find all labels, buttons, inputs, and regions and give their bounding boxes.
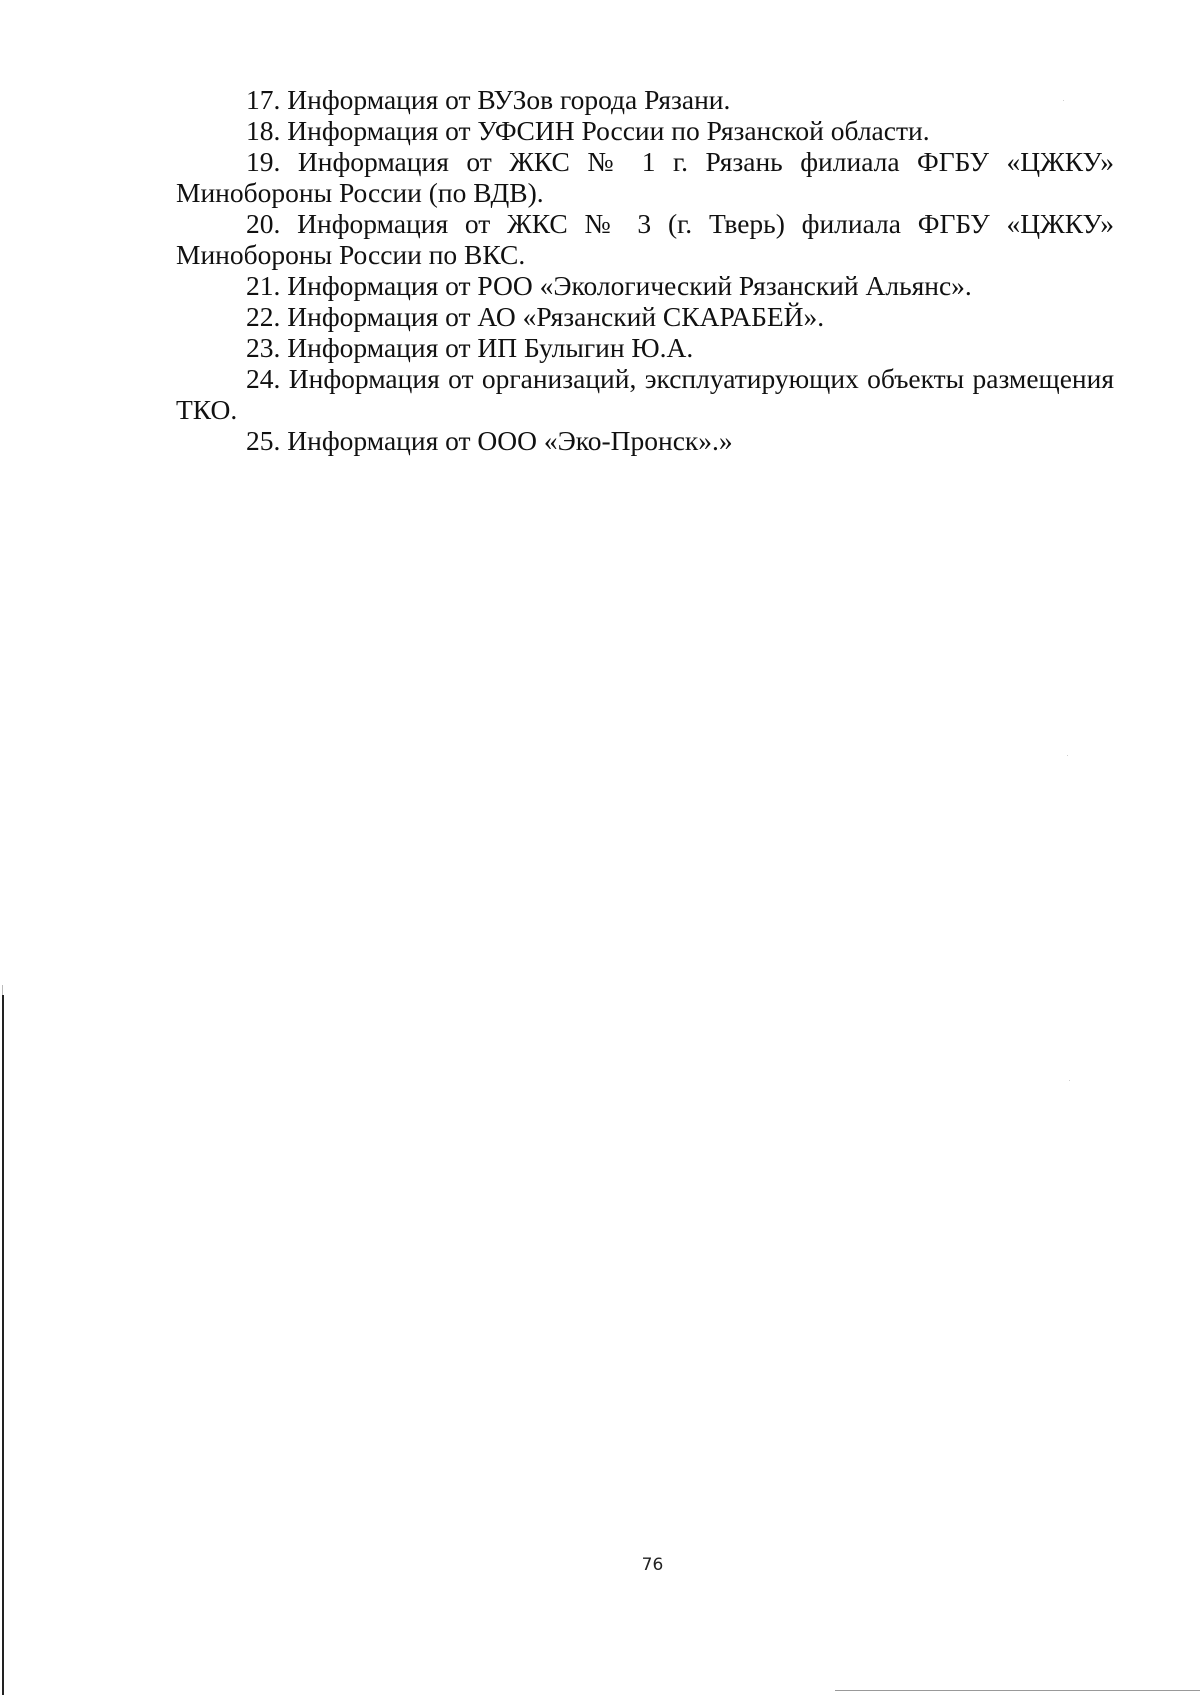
scan-edge-line xyxy=(2,995,4,1695)
scan-speck xyxy=(1067,755,1068,756)
list-item: 24. Информация от организаций, эксплуатирующих объекты размещения ТКО. xyxy=(176,363,1114,425)
list-body xyxy=(176,84,1114,456)
list-item: 18. Информация от УФСИН России по Рязанской области. xyxy=(246,115,930,146)
scan-speck xyxy=(1069,1080,1070,1081)
scan-bottom-line xyxy=(835,1690,1200,1691)
list-item: 21. Информация от РОО «Экологический Рязанский Альянс». xyxy=(246,270,972,301)
list-item: 23. Информация от ИП Булыгин Ю.А. xyxy=(246,332,694,363)
list-item: 20. Информация от ЖКС № 3 (г. Тверь) филиала ФГБУ «ЦЖКУ» Минобороны России по ВКС. xyxy=(176,208,1114,270)
list-item: 19. Информация от ЖКС № 1 г. Рязань филиала ФГБУ «ЦЖКУ» Минобороны России (по ВДВ). xyxy=(176,146,1114,208)
list-item: 25. Информация от ООО «Эко-Пронск».» xyxy=(246,425,733,456)
list-item: 22. Информация от АО «Рязанский СКАРАБЕЙ». xyxy=(246,301,825,332)
list-item: 17. Информация от ВУЗов города Рязани. xyxy=(246,84,731,115)
page-number: 76 xyxy=(641,1555,664,1575)
